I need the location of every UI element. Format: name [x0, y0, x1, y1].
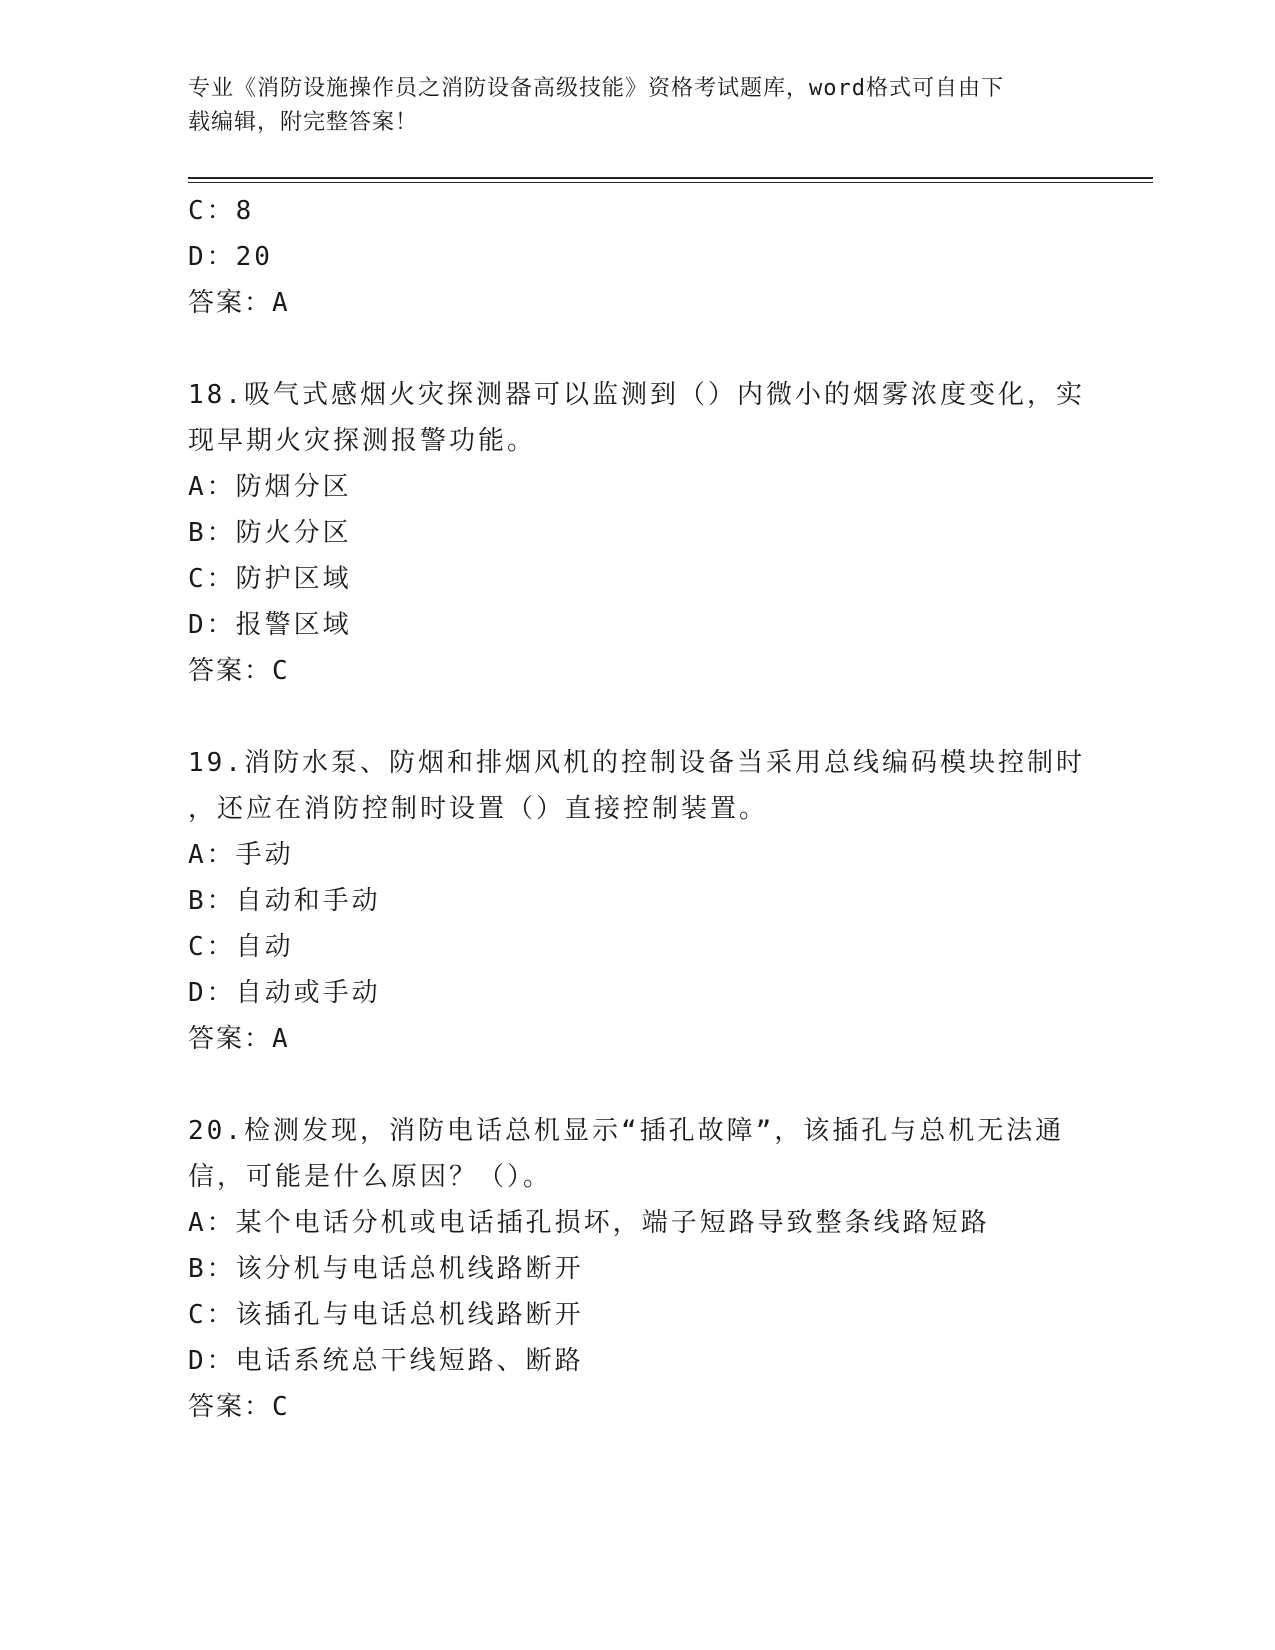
answer-line: 答案：C	[188, 1392, 290, 1422]
page-header	[188, 72, 1068, 140]
question-content	[188, 188, 1088, 1430]
spacer	[188, 326, 1088, 372]
option-c: C：该插孔与电话总机线路断开	[188, 1300, 584, 1330]
spacer	[188, 694, 1088, 740]
answer-line: 答案：A	[188, 288, 290, 318]
option-c: C：自动	[188, 932, 294, 962]
option-d: D：自动或手动	[188, 978, 381, 1008]
option-d: D：20	[188, 242, 273, 272]
header-line-1: 专业《消防设施操作员之消防设备高级技能》资格考试题库，word格式可自由下	[188, 76, 1004, 101]
question-18	[188, 372, 1088, 694]
option-a: A：手动	[188, 840, 294, 870]
answer-line: 答案：C	[188, 656, 290, 686]
option-a: A：防烟分区	[188, 472, 352, 502]
option-c: C：8	[188, 196, 255, 226]
question-19	[188, 740, 1088, 1062]
option-b: B：防火分区	[188, 518, 352, 548]
question-stem-line: 现早期火灾探测报警功能。	[188, 426, 537, 456]
header-divider-thin	[188, 182, 1153, 183]
question-stem-line: 18.吸气式感烟火灾探测器可以监测到（）内微小的烟雾浓度变化，实	[188, 380, 1085, 410]
option-a: A：某个电话分机或电话插孔损坏，端子短路导致整条线路短路	[188, 1208, 990, 1238]
option-d: D：电话系统总干线短路、断路	[188, 1346, 584, 1376]
option-c: C：防护区域	[188, 564, 352, 594]
question-20	[188, 1108, 1088, 1430]
option-d: D：报警区域	[188, 610, 352, 640]
question-17-continued	[188, 188, 1088, 326]
header-line-2: 载编辑，附完整答案！	[188, 110, 419, 135]
question-stem-line: 信，可能是什么原因？（）。	[188, 1162, 553, 1192]
option-b: B：该分机与电话总机线路断开	[188, 1254, 584, 1284]
question-stem-line: ，还应在消防控制时设置（）直接控制装置。	[188, 794, 769, 824]
question-stem-line: 19.消防水泵、防烟和排烟风机的控制设备当采用总线编码模块控制时	[188, 748, 1085, 778]
answer-line: 答案：A	[188, 1024, 290, 1054]
option-b: B：自动和手动	[188, 886, 381, 916]
header-divider-thick	[188, 177, 1153, 179]
question-stem-line: 20.检测发现，消防电话总机显示“插孔故障”，该插孔与总机无法通	[188, 1116, 1065, 1146]
spacer	[188, 1062, 1088, 1108]
